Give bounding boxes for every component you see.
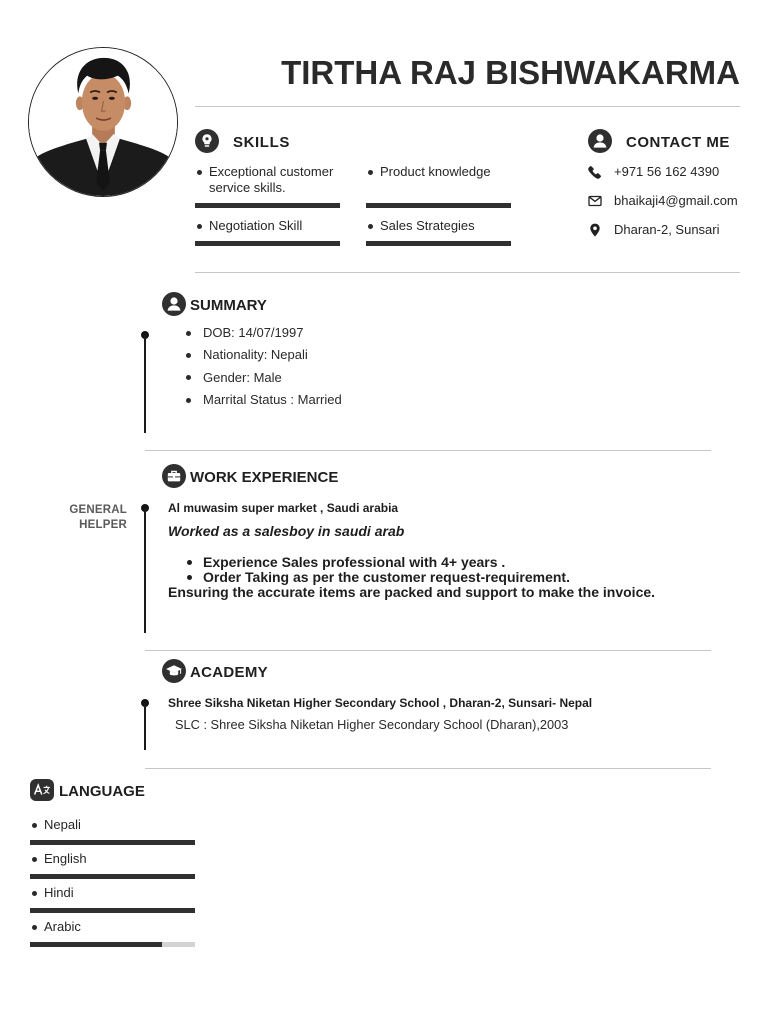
skill-level-bar (366, 241, 511, 246)
skills-list (195, 164, 511, 246)
summary-list (184, 325, 484, 415)
map-pin-icon (588, 223, 602, 237)
timeline-line (144, 335, 146, 433)
language-level-bar (30, 874, 195, 879)
user-icon (162, 292, 186, 316)
phone-number: +971 56 162 4390 (614, 164, 720, 179)
summary-item: Gender: Male (184, 370, 484, 392)
user-icon (588, 129, 612, 153)
language-level-fill (30, 908, 195, 913)
address: Dharan-2, Sunsari (614, 222, 720, 237)
summary-heading: SUMMARY (190, 297, 267, 314)
skill-item (366, 164, 511, 208)
job-duty: Experience Sales professional with 4+ years . (184, 555, 664, 570)
header-divider (195, 106, 740, 107)
skills-heading: SKILLS (233, 134, 290, 151)
job-note: Ensuring the accurate items are packed and support to make the invoice. (168, 584, 656, 600)
language-heading: LANGUAGE (59, 783, 145, 800)
skill-level-bar (195, 203, 340, 208)
skill-item (366, 218, 511, 246)
skill-level-fill (366, 203, 511, 208)
briefcase-icon (162, 464, 186, 488)
candidate-name: TIRTHA RAJ BISHWAKARMA (281, 54, 740, 91)
job-position: GENERAL HELPER (69, 504, 127, 531)
language-item (30, 884, 195, 918)
job-duty: Order Taking as per the customer request-requirement. (184, 570, 664, 585)
education-detail: SLC : Shree Siksha Niketan Higher Secondary School (Dharan),2003 (175, 717, 569, 732)
summary-item: Marrital Status : Married (184, 392, 484, 414)
portrait-image (29, 48, 177, 196)
section-divider (195, 272, 740, 273)
skill-item (195, 218, 340, 246)
contact-address (586, 221, 762, 239)
summary-item: DOB: 14/07/1997 (184, 325, 484, 347)
language-item (30, 816, 195, 850)
skill-level-bar (366, 203, 511, 208)
summary-item: Nationality: Nepali (184, 347, 484, 369)
skill-item (195, 164, 340, 208)
language-level-fill (30, 942, 162, 947)
section-divider (145, 450, 711, 451)
language-level-bar (30, 942, 195, 947)
contact-heading: CONTACT ME (626, 134, 730, 151)
job-role: Worked as a salesboy in saudi arab (168, 523, 405, 539)
language-label: English (30, 850, 195, 868)
language-list (30, 816, 195, 952)
institution-name: Shree Siksha Niketan Higher Secondary School , Dharan-2, Sunsari- Nepal (168, 696, 593, 710)
email-address: bhaikaji4@gmail.com (614, 193, 738, 208)
section-divider (145, 650, 711, 651)
skill-label: Sales Strategies (366, 218, 511, 234)
contact-email (586, 192, 762, 210)
profile-photo (28, 47, 178, 197)
skill-label: Product knowledge (366, 164, 511, 180)
language-level-bar (30, 840, 195, 845)
translate-icon (30, 779, 54, 801)
skill-level-bar (195, 241, 340, 246)
timeline-line (144, 703, 146, 750)
language-item (30, 850, 195, 884)
timeline-line (144, 508, 146, 633)
skill-level-fill (195, 203, 340, 208)
job-duties-list (184, 555, 664, 585)
language-level-bar (30, 908, 195, 913)
phone-icon (588, 165, 602, 179)
academy-heading: ACADEMY (190, 664, 268, 681)
graduation-cap-icon (162, 659, 186, 683)
work-experience-heading: WORK EXPERIENCE (190, 469, 339, 486)
language-level-fill (30, 874, 195, 879)
language-label: Hindi (30, 884, 195, 902)
employer-name: Al muwasim super market , Saudi arabia (168, 501, 399, 515)
language-item (30, 918, 195, 952)
skill-label: Exceptional customer service skills. (195, 164, 340, 196)
skill-level-fill (366, 241, 511, 246)
language-label: Arabic (30, 918, 195, 936)
skill-level-fill (195, 241, 340, 246)
language-level-fill (30, 840, 195, 845)
envelope-icon (588, 194, 602, 208)
section-divider (145, 768, 711, 769)
contact-phone (586, 163, 762, 181)
language-label: Nepali (30, 816, 195, 834)
skill-label: Negotiation Skill (195, 218, 340, 234)
lightbulb-icon (195, 129, 219, 153)
